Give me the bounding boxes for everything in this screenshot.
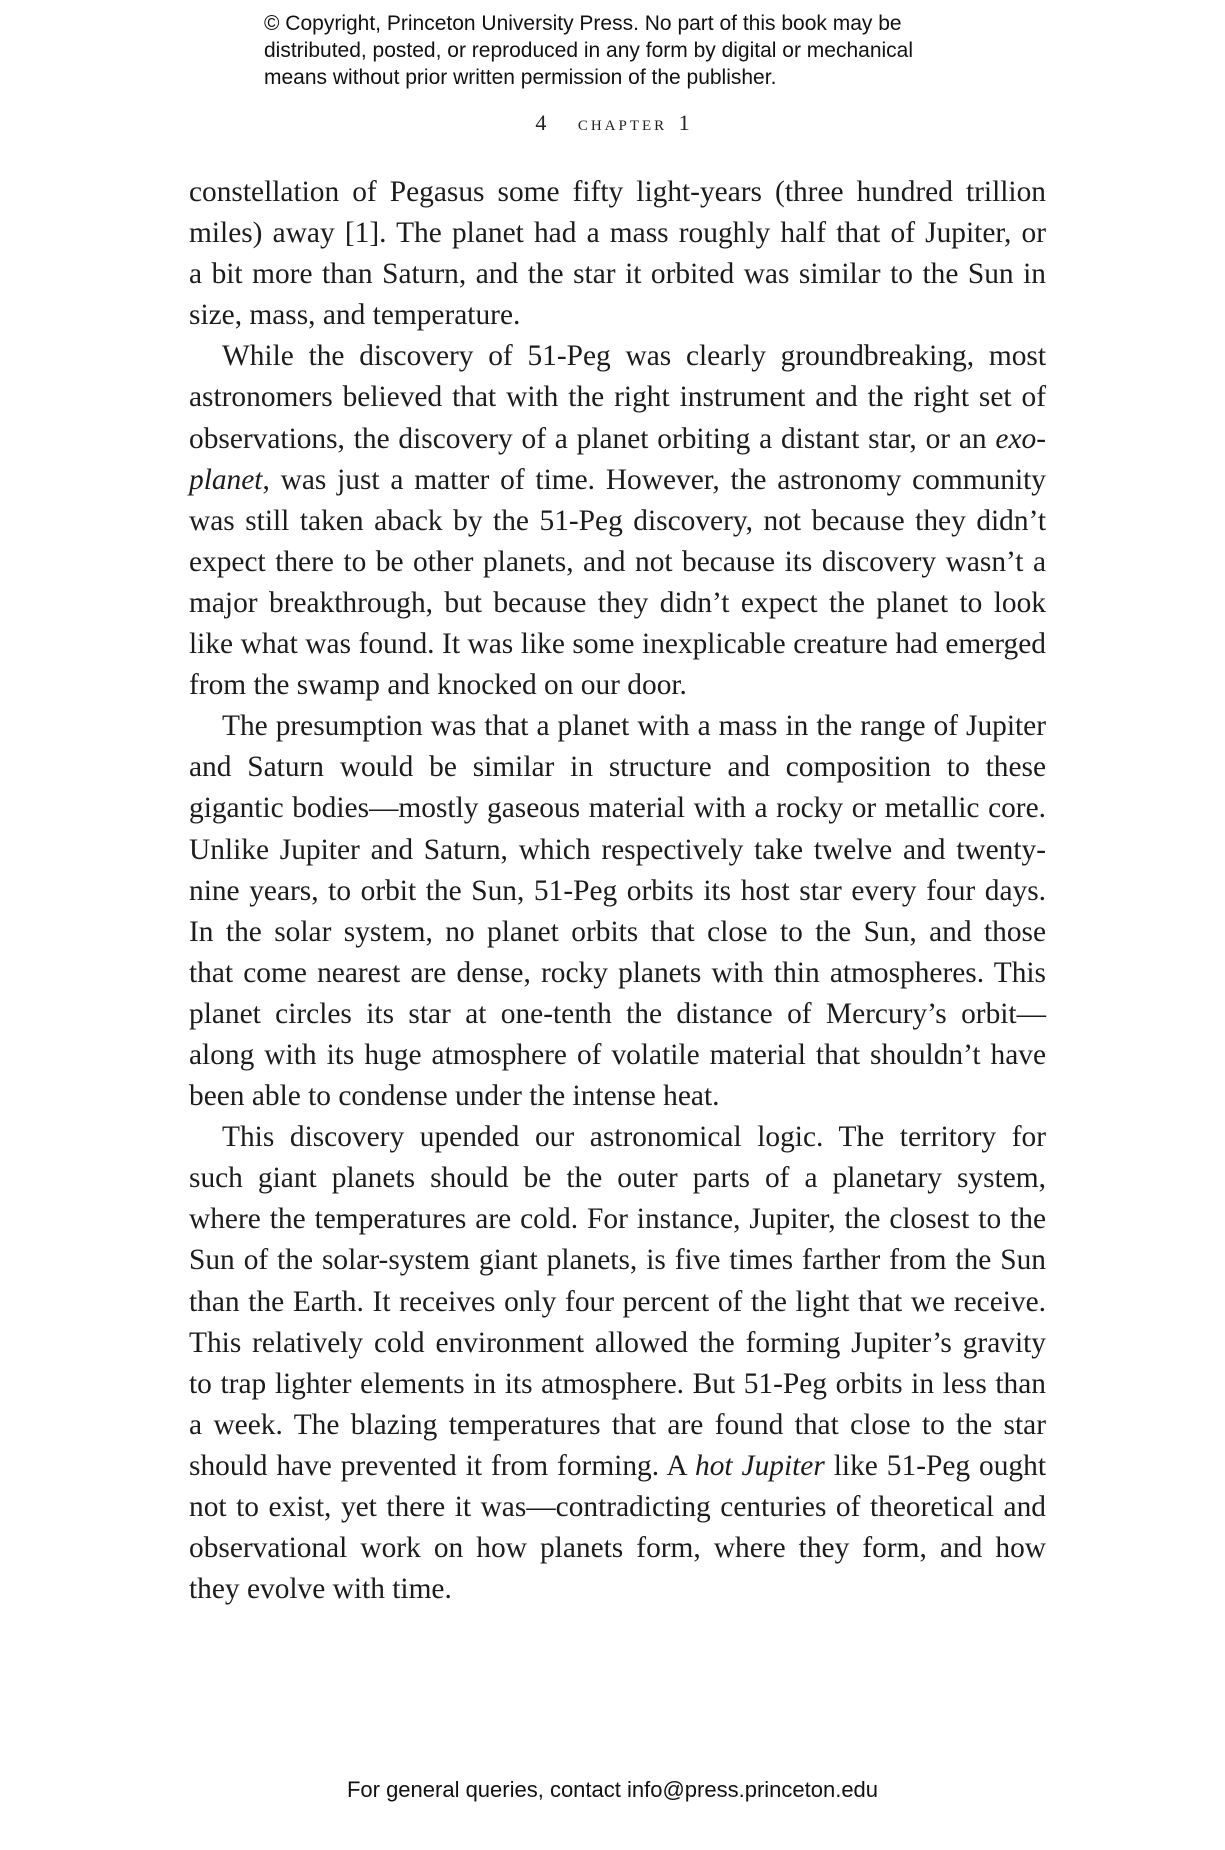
text-line [189, 419, 1046, 460]
text-line: expect there to be other planets, and not because its discovery wasn’t a [189, 545, 1046, 578]
text-run: like 51-Peg ought [824, 1449, 1046, 1482]
footer-contact: For general queries, contact info@press.princeton.edu [346, 1777, 879, 1802]
text-line: along with its huge atmosphere of volatile material that shouldn’t have [189, 1038, 1046, 1071]
chapter-number: 1 [678, 110, 690, 135]
copyright-notice [264, 10, 1024, 91]
text-run: , was just a matter of time. However, the astronomy community [262, 463, 1046, 496]
text-line: Unlike Jupiter and Saturn, which respectively take twelve and twenty- [189, 833, 1046, 866]
text-line: In the solar system, no planet orbits that close to the Sun, and those [189, 915, 1046, 948]
text-line: from the swamp and knocked on our door. [189, 669, 687, 702]
text-line: nine years, to orbit the Sun, 51-Peg orbits its host star every four days. [189, 874, 1046, 907]
text-line [189, 1446, 1046, 1487]
italic-term: exo- [995, 422, 1046, 455]
text-line: size, mass, and temperature. [189, 299, 521, 332]
text-line: to trap lighter elements in its atmosphere. But 51-Peg orbits in less than [189, 1367, 1046, 1400]
paragraph [189, 706, 1046, 1117]
body-text [189, 172, 1046, 1610]
text-run: observations, the discovery of a planet orbiting a distant star, or an [189, 422, 996, 455]
text-line: that come nearest are dense, rocky planets with thin atmospheres. This [189, 956, 1046, 989]
text-line: where the temperatures are cold. For instance, Jupiter, the closest to the [189, 1203, 1046, 1236]
text-line: than the Earth. It receives only four percent of the light that we receive. [189, 1285, 1046, 1318]
text-line: planet circles its star at one-tenth the distance of Mercury’s orbit— [189, 997, 1046, 1030]
text-line: like what was found. It was like some inexplicable creature had emerged [189, 628, 1046, 661]
text-line: been able to condense under the intense heat. [189, 1080, 720, 1113]
paragraph [189, 1117, 1046, 1610]
page-number: 4 [535, 110, 547, 135]
paragraph [189, 336, 1046, 706]
copyright-line: distributed, posted, or reproduced in any form by digital or mechanical [264, 39, 914, 62]
copyright-line: © Copyright, Princeton University Press. No part of this book may be [264, 12, 902, 35]
text-line: This relatively cold environment allowed the forming Jupiter’s gravity [189, 1326, 1046, 1359]
running-head [0, 110, 1225, 136]
chapter-label: chapter [577, 110, 668, 135]
text-line: a week. The blazing temperatures that are found that close to the star [189, 1408, 1046, 1441]
text-line: not to exist, yet there it was—contradicting centuries of theoretical and [189, 1491, 1046, 1523]
text-line: The presumption was that a planet with a mass in the range of Jupiter [222, 710, 1046, 743]
paragraph [189, 172, 1046, 336]
text-line: observational work on how planets form, where they form, and how [189, 1532, 1046, 1565]
text-line: they evolve with time. [189, 1573, 452, 1606]
text-line: miles) away [1]. The planet had a mass roughly half that of Jupiter, or [189, 217, 1046, 250]
text-line: a bit more than Saturn, and the star it orbited was similar to the Sun in [189, 258, 1046, 291]
copyright-line: means without prior written permission of the publisher. [264, 66, 777, 89]
text-line: and Saturn would be similar in structure and composition to these [189, 751, 1046, 784]
text-run: should have prevented it from forming. A [189, 1449, 696, 1482]
text-line [189, 460, 1046, 501]
text-line: While the discovery of 51-Peg was clearly groundbreaking, most [222, 340, 1046, 373]
text-line: This discovery upended our astronomical logic. The territory for [222, 1121, 1046, 1154]
text-line: major breakthrough, but because they didn’t expect the planet to look [189, 586, 1046, 619]
italic-term: hot Jupiter [695, 1449, 825, 1482]
text-line: constellation of Pegasus some fifty light-years (three hundred trillion [189, 176, 1046, 208]
text-line: was still taken aback by the 51-Peg discovery, not because they didn’t [189, 504, 1046, 537]
text-line: Sun of the solar-system giant planets, is five times farther from the Sun [189, 1244, 1046, 1277]
text-line: such giant planets should be the outer parts of a planetary system, [189, 1162, 1046, 1195]
italic-term: planet [189, 463, 263, 496]
text-line: astronomers believed that with the right instrument and the right set of [189, 381, 1046, 414]
text-line: gigantic bodies—mostly gaseous material with a rocky or metallic core. [189, 792, 1046, 825]
